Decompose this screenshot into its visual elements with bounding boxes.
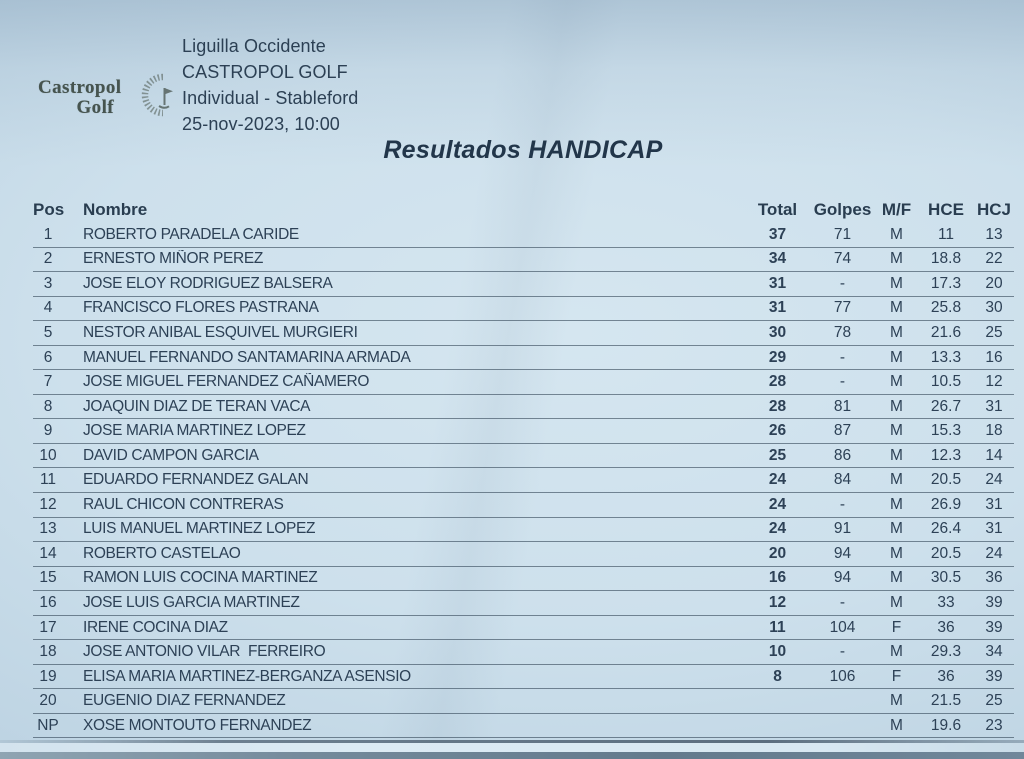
pos-cell: NP <box>37 716 59 734</box>
mf-cell: M <box>890 520 903 538</box>
player-name-cell: IRENE COCINA DIAZ <box>83 618 228 636</box>
pos-cell: 20 <box>39 692 57 710</box>
total-cell: 12 <box>768 593 787 611</box>
table-row <box>33 714 1014 739</box>
hcj-cell: 39 <box>985 593 1003 611</box>
golpes-cell: 77 <box>833 299 852 317</box>
hce-cell: 20.5 <box>930 471 962 489</box>
total-cell: 25 <box>768 446 787 464</box>
table-row <box>33 419 1014 444</box>
player-name-cell: ERNESTO MIÑOR PEREZ <box>83 250 263 268</box>
club-logo <box>38 72 176 123</box>
mf-cell: M <box>890 569 903 587</box>
hce-cell: 13.3 <box>930 348 962 366</box>
hce-cell: 15.3 <box>930 422 962 440</box>
hcj-cell: 36 <box>985 569 1003 587</box>
total-cell: 16 <box>768 569 787 587</box>
total-cell: 8 <box>773 667 782 685</box>
player-name-cell: JOAQUIN DIAZ DE TERAN VACA <box>83 397 311 415</box>
player-name-cell: RAMON LUIS COCINA MARTINEZ <box>83 569 318 587</box>
table-row <box>33 297 1014 322</box>
total-cell: 20 <box>768 544 787 562</box>
hcj-cell: 30 <box>985 299 1003 317</box>
pos-cell: 12 <box>39 495 57 513</box>
table-row <box>33 542 1014 567</box>
pos-cell: 10 <box>39 446 57 464</box>
player-name-cell: EUGENIO DIAZ FERNANDEZ <box>83 692 286 710</box>
hcj-cell: 39 <box>985 618 1003 636</box>
hcj-cell: 16 <box>985 348 1003 366</box>
golpes-cell: 104 <box>829 618 856 636</box>
pos-cell: 16 <box>39 593 57 611</box>
golpes-cell: 84 <box>833 471 852 489</box>
mf-cell: M <box>890 373 903 391</box>
tournament-info <box>182 33 358 137</box>
hce-cell: 26.7 <box>930 397 962 415</box>
total-cell: 24 <box>768 471 787 489</box>
column-header-total: Total <box>757 200 798 219</box>
hcj-cell: 23 <box>985 716 1003 734</box>
hce-cell: 11 <box>937 225 955 243</box>
table-row <box>33 444 1014 469</box>
golpes-cell: 94 <box>833 569 852 587</box>
club-logo-text <box>38 78 130 118</box>
table-row <box>33 493 1014 518</box>
total-cell: 24 <box>768 495 787 513</box>
hcj-cell: 24 <box>985 544 1003 562</box>
golpes-cell: 106 <box>829 667 856 685</box>
player-name-cell: FRANCISCO FLORES PASTRANA <box>83 299 319 317</box>
pos-cell: 11 <box>39 471 57 489</box>
total-cell: 28 <box>768 397 787 415</box>
hcj-cell: 25 <box>985 323 1003 341</box>
mf-cell: M <box>890 225 903 243</box>
pos-cell: 4 <box>43 299 53 317</box>
table-row <box>33 248 1014 273</box>
golpes-cell: 71 <box>833 225 852 243</box>
column-header-pos: Pos <box>33 200 65 219</box>
hcj-cell: 22 <box>985 250 1003 268</box>
table-row <box>33 591 1014 616</box>
mf-cell: M <box>890 397 903 415</box>
hce-cell: 12.3 <box>930 446 962 464</box>
player-name-cell: JOSE ANTONIO VILAR FERREIRO <box>83 643 326 661</box>
pos-cell: 1 <box>43 225 53 243</box>
club-name: CASTROPOL GOLF <box>182 62 348 82</box>
hce-cell: 26.4 <box>930 520 962 538</box>
golpes-cell: 81 <box>833 397 852 415</box>
mf-cell: M <box>890 422 903 440</box>
table-body <box>33 223 1014 738</box>
hce-cell: 10.5 <box>930 373 962 391</box>
hce-cell: 17.3 <box>930 274 962 292</box>
table-row <box>33 567 1014 592</box>
table-row <box>33 468 1014 493</box>
pos-cell: 8 <box>43 397 53 415</box>
competition-format: Individual - Stableford <box>182 88 359 108</box>
mf-cell: M <box>890 250 903 268</box>
hcj-cell: 31 <box>985 495 1003 513</box>
golpes-cell: - <box>839 348 846 366</box>
table-row <box>33 346 1014 371</box>
mf-cell: M <box>890 348 903 366</box>
competition-datetime: 25-nov-2023, 10:00 <box>182 114 340 134</box>
player-name-cell: LUIS MANUEL MARTINEZ LOPEZ <box>83 520 316 538</box>
pos-cell: 18 <box>39 643 57 661</box>
column-header-nombre: Nombre <box>83 200 148 219</box>
hcj-cell: 13 <box>985 225 1003 243</box>
mf-cell: M <box>890 692 903 710</box>
total-cell: 29 <box>768 348 787 366</box>
pos-cell: 7 <box>43 373 53 391</box>
pos-cell: 5 <box>43 323 53 341</box>
table-row <box>33 640 1014 665</box>
mf-cell: M <box>890 274 903 292</box>
golpes-cell: - <box>839 495 846 513</box>
player-name-cell: DAVID CAMPON GARCIA <box>83 446 259 464</box>
golpes-cell: - <box>839 274 846 292</box>
mf-cell: F <box>891 618 902 636</box>
hce-cell: 18.8 <box>930 250 962 268</box>
pos-cell: 3 <box>43 274 53 292</box>
total-cell: 11 <box>769 618 786 636</box>
hcj-cell: 18 <box>985 422 1003 440</box>
table-header-row <box>33 197 1014 223</box>
mf-cell: M <box>890 716 903 734</box>
pos-cell: 6 <box>43 348 53 366</box>
total-cell: 31 <box>768 274 787 292</box>
pos-cell: 2 <box>43 250 53 268</box>
pos-cell: 19 <box>39 667 57 685</box>
player-name-cell: XOSE MONTOUTO FERNANDEZ <box>83 716 312 734</box>
hce-cell: 21.5 <box>930 692 962 710</box>
pos-cell: 13 <box>39 520 57 538</box>
golpes-cell: - <box>839 373 846 391</box>
total-cell: 26 <box>768 422 787 440</box>
hce-cell: 36 <box>937 667 955 685</box>
hce-cell: 29.3 <box>930 643 962 661</box>
hcj-cell: 20 <box>985 274 1003 292</box>
table-row <box>33 223 1014 248</box>
mf-cell: M <box>890 593 903 611</box>
hcj-cell: 31 <box>985 397 1003 415</box>
player-name-cell: JOSE MARIA MARTINEZ LOPEZ <box>83 422 306 440</box>
table-row <box>33 689 1014 714</box>
mf-cell: M <box>890 495 903 513</box>
player-name-cell: JOSE MIGUEL FERNANDEZ CAÑAMERO <box>83 373 370 391</box>
golpes-cell: 94 <box>833 544 852 562</box>
total-cell: 28 <box>768 373 787 391</box>
golpes-cell: - <box>839 643 846 661</box>
player-name-cell: NESTOR ANIBAL ESQUIVEL MURGIERI <box>83 323 358 341</box>
golf-ball-flag-stamp-icon <box>134 72 176 123</box>
page-title: Resultados HANDICAP <box>383 136 663 164</box>
hce-cell: 19.6 <box>930 716 962 734</box>
total-cell: 30 <box>768 323 787 341</box>
paper-edge-highlight <box>0 743 1024 752</box>
player-name-cell: EDUARDO FERNANDEZ GALAN <box>83 471 309 489</box>
hcj-cell: 14 <box>985 446 1003 464</box>
golpes-cell: - <box>839 593 846 611</box>
table-row <box>33 272 1014 297</box>
hce-cell: 26.9 <box>930 495 962 513</box>
club-logo-line2: Golf <box>76 96 114 118</box>
golpes-cell: 91 <box>833 520 852 538</box>
player-name-cell: ROBERTO CASTELAO <box>83 544 241 562</box>
desk-surface <box>0 752 1024 759</box>
hcj-cell: 12 <box>985 373 1003 391</box>
mf-cell: M <box>890 471 903 489</box>
column-header-mf: M/F <box>881 200 912 219</box>
mf-cell: M <box>890 323 903 341</box>
mf-cell: M <box>890 544 903 562</box>
mf-cell: M <box>890 643 903 661</box>
player-name-cell: ELISA MARIA MARTINEZ-BERGANZA ASENSIO <box>83 667 411 685</box>
hcj-cell: 25 <box>985 692 1003 710</box>
mf-cell: M <box>890 446 903 464</box>
column-header-hcj: HCJ <box>976 200 1011 219</box>
total-cell: 31 <box>768 299 787 317</box>
mf-cell: F <box>891 667 902 685</box>
hce-cell: 30.5 <box>930 569 962 587</box>
table-row <box>33 518 1014 543</box>
total-cell: 24 <box>768 520 787 538</box>
hce-cell: 25.8 <box>930 299 962 317</box>
hcj-cell: 39 <box>985 667 1003 685</box>
player-name-cell: JOSE ELOY RODRIGUEZ BALSERA <box>83 274 333 292</box>
hcj-cell: 31 <box>985 520 1003 538</box>
club-logo-line1: Castropol <box>38 76 122 98</box>
pos-cell: 15 <box>39 569 57 587</box>
column-header-hce: HCE <box>928 200 964 219</box>
hce-cell: 20.5 <box>930 544 962 562</box>
golpes-cell: 86 <box>833 446 852 464</box>
player-name-cell: MANUEL FERNANDO SANTAMARINA ARMADA <box>83 348 411 366</box>
hcj-cell: 34 <box>985 643 1003 661</box>
results-table <box>33 197 1014 738</box>
pos-cell: 14 <box>39 544 57 562</box>
table-row <box>33 616 1014 641</box>
total-cell: 10 <box>768 643 787 661</box>
pos-cell: 17 <box>39 618 57 636</box>
player-name-cell: RAUL CHICON CONTRERAS <box>83 495 284 513</box>
table-row <box>33 395 1014 420</box>
pos-cell: 9 <box>43 422 53 440</box>
hce-cell: 36 <box>937 618 955 636</box>
player-name-cell: JOSE LUIS GARCIA MARTINEZ <box>83 593 300 611</box>
hce-cell: 33 <box>937 593 955 611</box>
golpes-cell: 74 <box>833 250 852 268</box>
golpes-cell: 78 <box>833 323 852 341</box>
table-row <box>33 321 1014 346</box>
table-row <box>33 665 1014 690</box>
player-name-cell: ROBERTO PARADELA CARIDE <box>83 225 299 243</box>
event-name: Liguilla Occidente <box>182 36 326 56</box>
golpes-cell: 87 <box>833 422 852 440</box>
column-header-golpes: Golpes <box>813 200 872 219</box>
mf-cell: M <box>890 299 903 317</box>
total-cell: 37 <box>768 225 787 243</box>
total-cell: 34 <box>768 250 787 268</box>
table-row <box>33 370 1014 395</box>
hce-cell: 21.6 <box>930 323 962 341</box>
hcj-cell: 24 <box>985 471 1003 489</box>
